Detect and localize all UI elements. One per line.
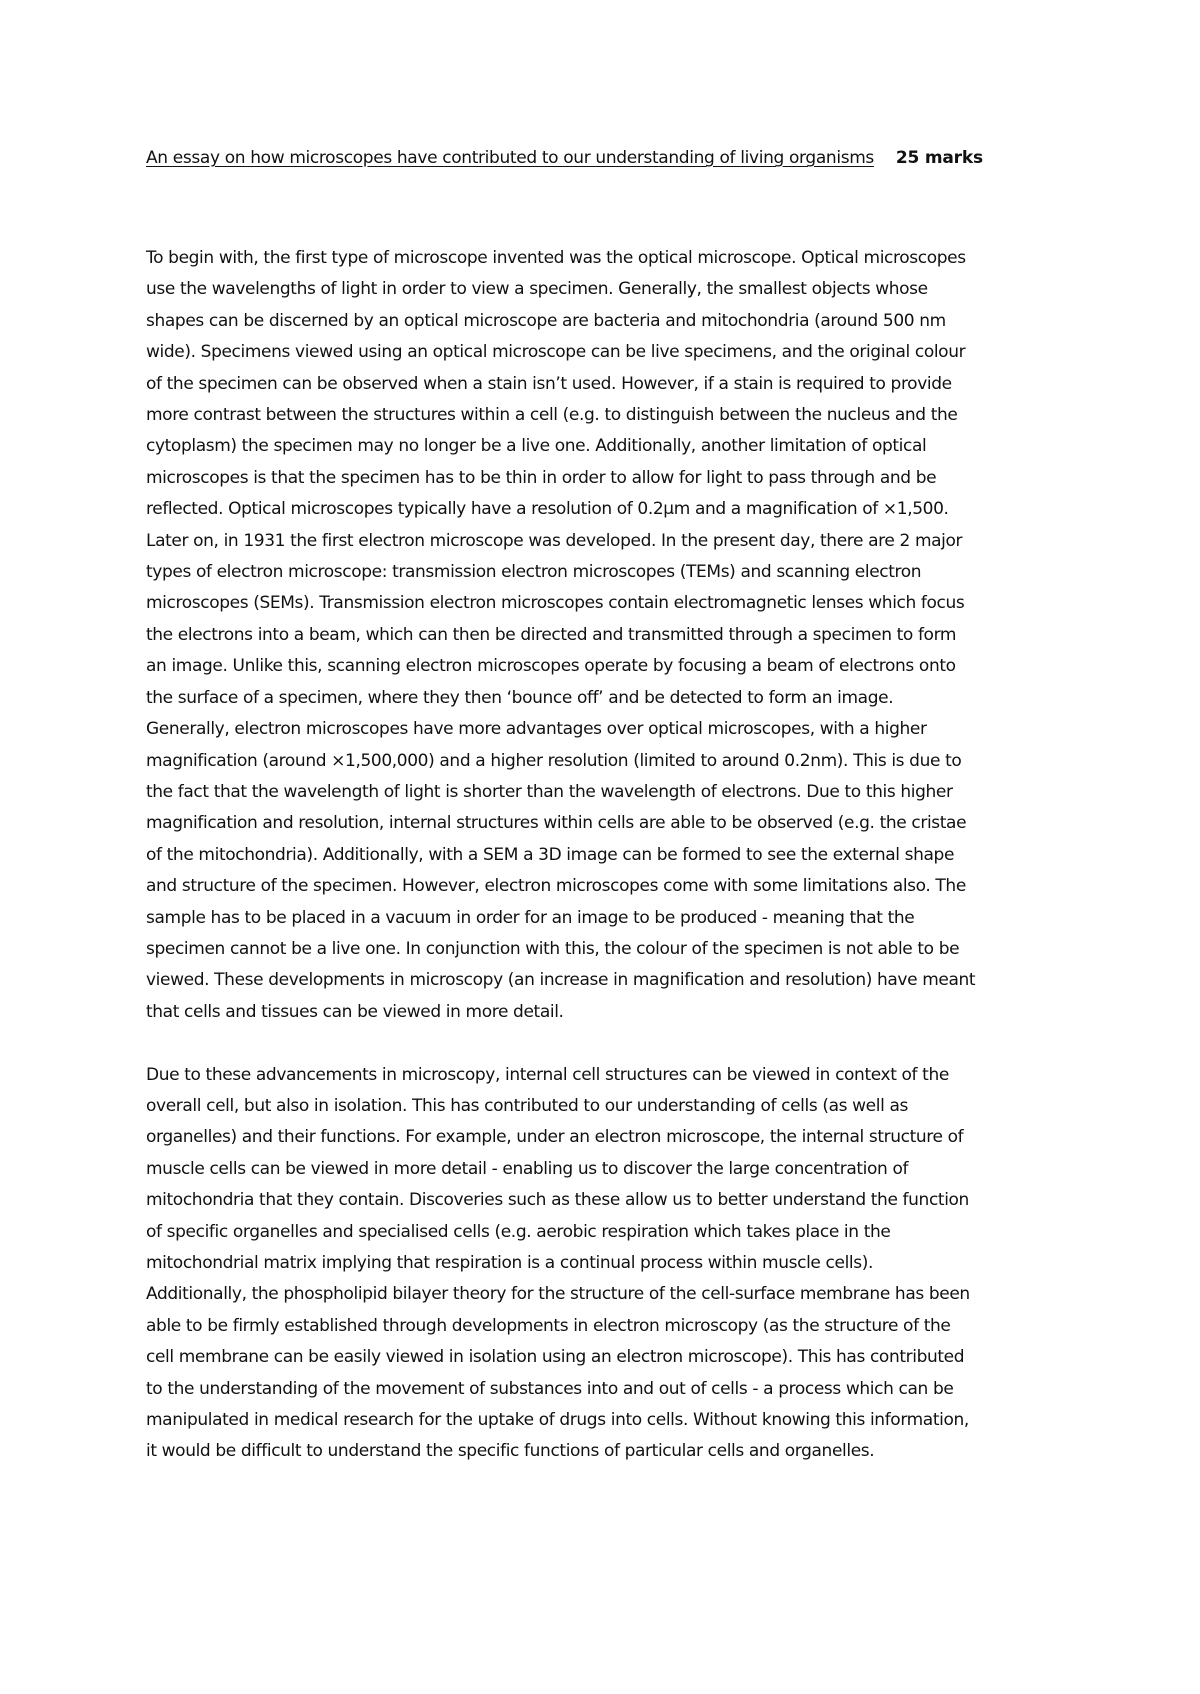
marks-label: 25 marks [895,148,983,168]
text-line: shapes can be discerned by an optical microscope are bacteria and mitochondria (around 500 nm [146,310,946,331]
text-line: cell membrane can be easily viewed in isolation using an electron microscope). This has contributed [146,1347,965,1368]
text-line: use the wavelengths of light in order to view a specimen. Generally, the smallest objects whose [146,279,928,300]
text-line: To begin with, the first type of microscope invented was the optical microscope. Optical microscopes [146,248,966,268]
text-line: the electrons into a beam, which can then be directed and transmitted through a specimen to form [146,624,957,645]
text-line: of the mitochondria). Additionally, with a SEM a 3D image can be formed to see the external shape [146,844,955,865]
text-line: wide). Specimens viewed using an optical microscope can be live specimens, and the original colour [146,342,966,363]
text-line: muscle cells can be viewed in more detail - enabling us to discover the large concentration of [146,1158,909,1179]
text-line: viewed. These developments in microscopy (an increase in magnification and resolution) have meant [146,970,976,991]
text-line: an image. Unlike this, scanning electron microscopes operate by focusing a beam of electrons onto [146,656,956,677]
text-line: the surface of a specimen, where they then ‘bounce off’ and be detected to form an image. [146,687,894,708]
essay-header [146,148,1066,168]
text-line: microscopes is that the specimen has to be thin in order to allow for light to pass through and be [146,467,937,488]
text-line: Additionally, the phospholipid bilayer theory for the structure of the cell-surface membrane has been [146,1284,970,1305]
text-line: magnification and resolution, internal structures within cells are able to be observed (e.g. the cristae [146,813,967,834]
text-line: magnification (around ×1,500,000) and a higher resolution (limited to around 0.2nm). This is due to [146,750,962,771]
text-line: overall cell, but also in isolation. This has contributed to our understanding of cells (as well as [146,1095,908,1116]
text-line: cytoplasm) the specimen may no longer be a live one. Additionally, another limitation of optical [146,436,927,457]
text-line: Due to these advancements in microscopy, internal cell structures can be viewed in context of the [146,1064,949,1085]
text-line: microscopes (SEMs). Transmission electron microscopes contain electromagnetic lenses which focus [146,593,965,614]
essay-body [146,243,1076,1468]
text-line: that cells and tissues can be viewed in more detail. [146,1001,564,1022]
essay-title: An essay on how microscopes have contributed to our understanding of living organisms [146,148,874,168]
paragraph-gap [146,1028,1076,1059]
text-line: Generally, electron microscopes have more advantages over optical microscopes, with a higher [146,719,927,740]
text-line: organelles) and their functions. For example, under an electron microscope, the internal structure of [146,1127,964,1148]
text-line: types of electron microscope: transmission electron microscopes (TEMs) and scanning electron [146,562,922,583]
text-line: it would be difficult to understand the specific functions of particular cells and organelles. [146,1441,875,1462]
text-line: reflected. Optical microscopes typically have a resolution of 0.2μm and a magnification of ×1,500. [146,499,949,520]
text-line: mitochondrial matrix implying that respiration is a continual process within muscle cells). [146,1252,874,1273]
text-line: and structure of the specimen. However, electron microscopes come with some limitations also. The [146,876,966,897]
text-line: sample has to be placed in a vacuum in order for an image to be produced - meaning that the [146,907,915,928]
text-line: to the understanding of the movement of substances into and out of cells - a process which can be [146,1378,954,1399]
text-line: manipulated in medical research for the uptake of drugs into cells. Without knowing this information, [146,1410,969,1431]
text-line: Later on, in 1931 the first electron microscope was developed. In the present day, there are 2 major [146,530,963,551]
text-line: mitochondria that they contain. Discoveries such as these allow us to better understand the function [146,1190,969,1211]
text-line: of specific organelles and specialised cells (e.g. aerobic respiration which takes place in the [146,1221,891,1242]
paragraph-2 [146,1060,1076,1468]
text-line: able to be firmly established through developments in electron microscopy (as the structure of the [146,1315,951,1336]
text-line: the fact that the wavelength of light is shorter than the wavelength of electrons. Due to this higher [146,781,953,802]
paragraph-1 [146,243,1076,1028]
text-line: specimen cannot be a live one. In conjunction with this, the colour of the specimen is not able to be [146,938,960,959]
text-line: more contrast between the structures within a cell (e.g. to distinguish between the nucleus and the [146,405,958,426]
text-line: of the specimen can be observed when a stain isn’t used. However, if a stain is required to provide [146,373,952,394]
